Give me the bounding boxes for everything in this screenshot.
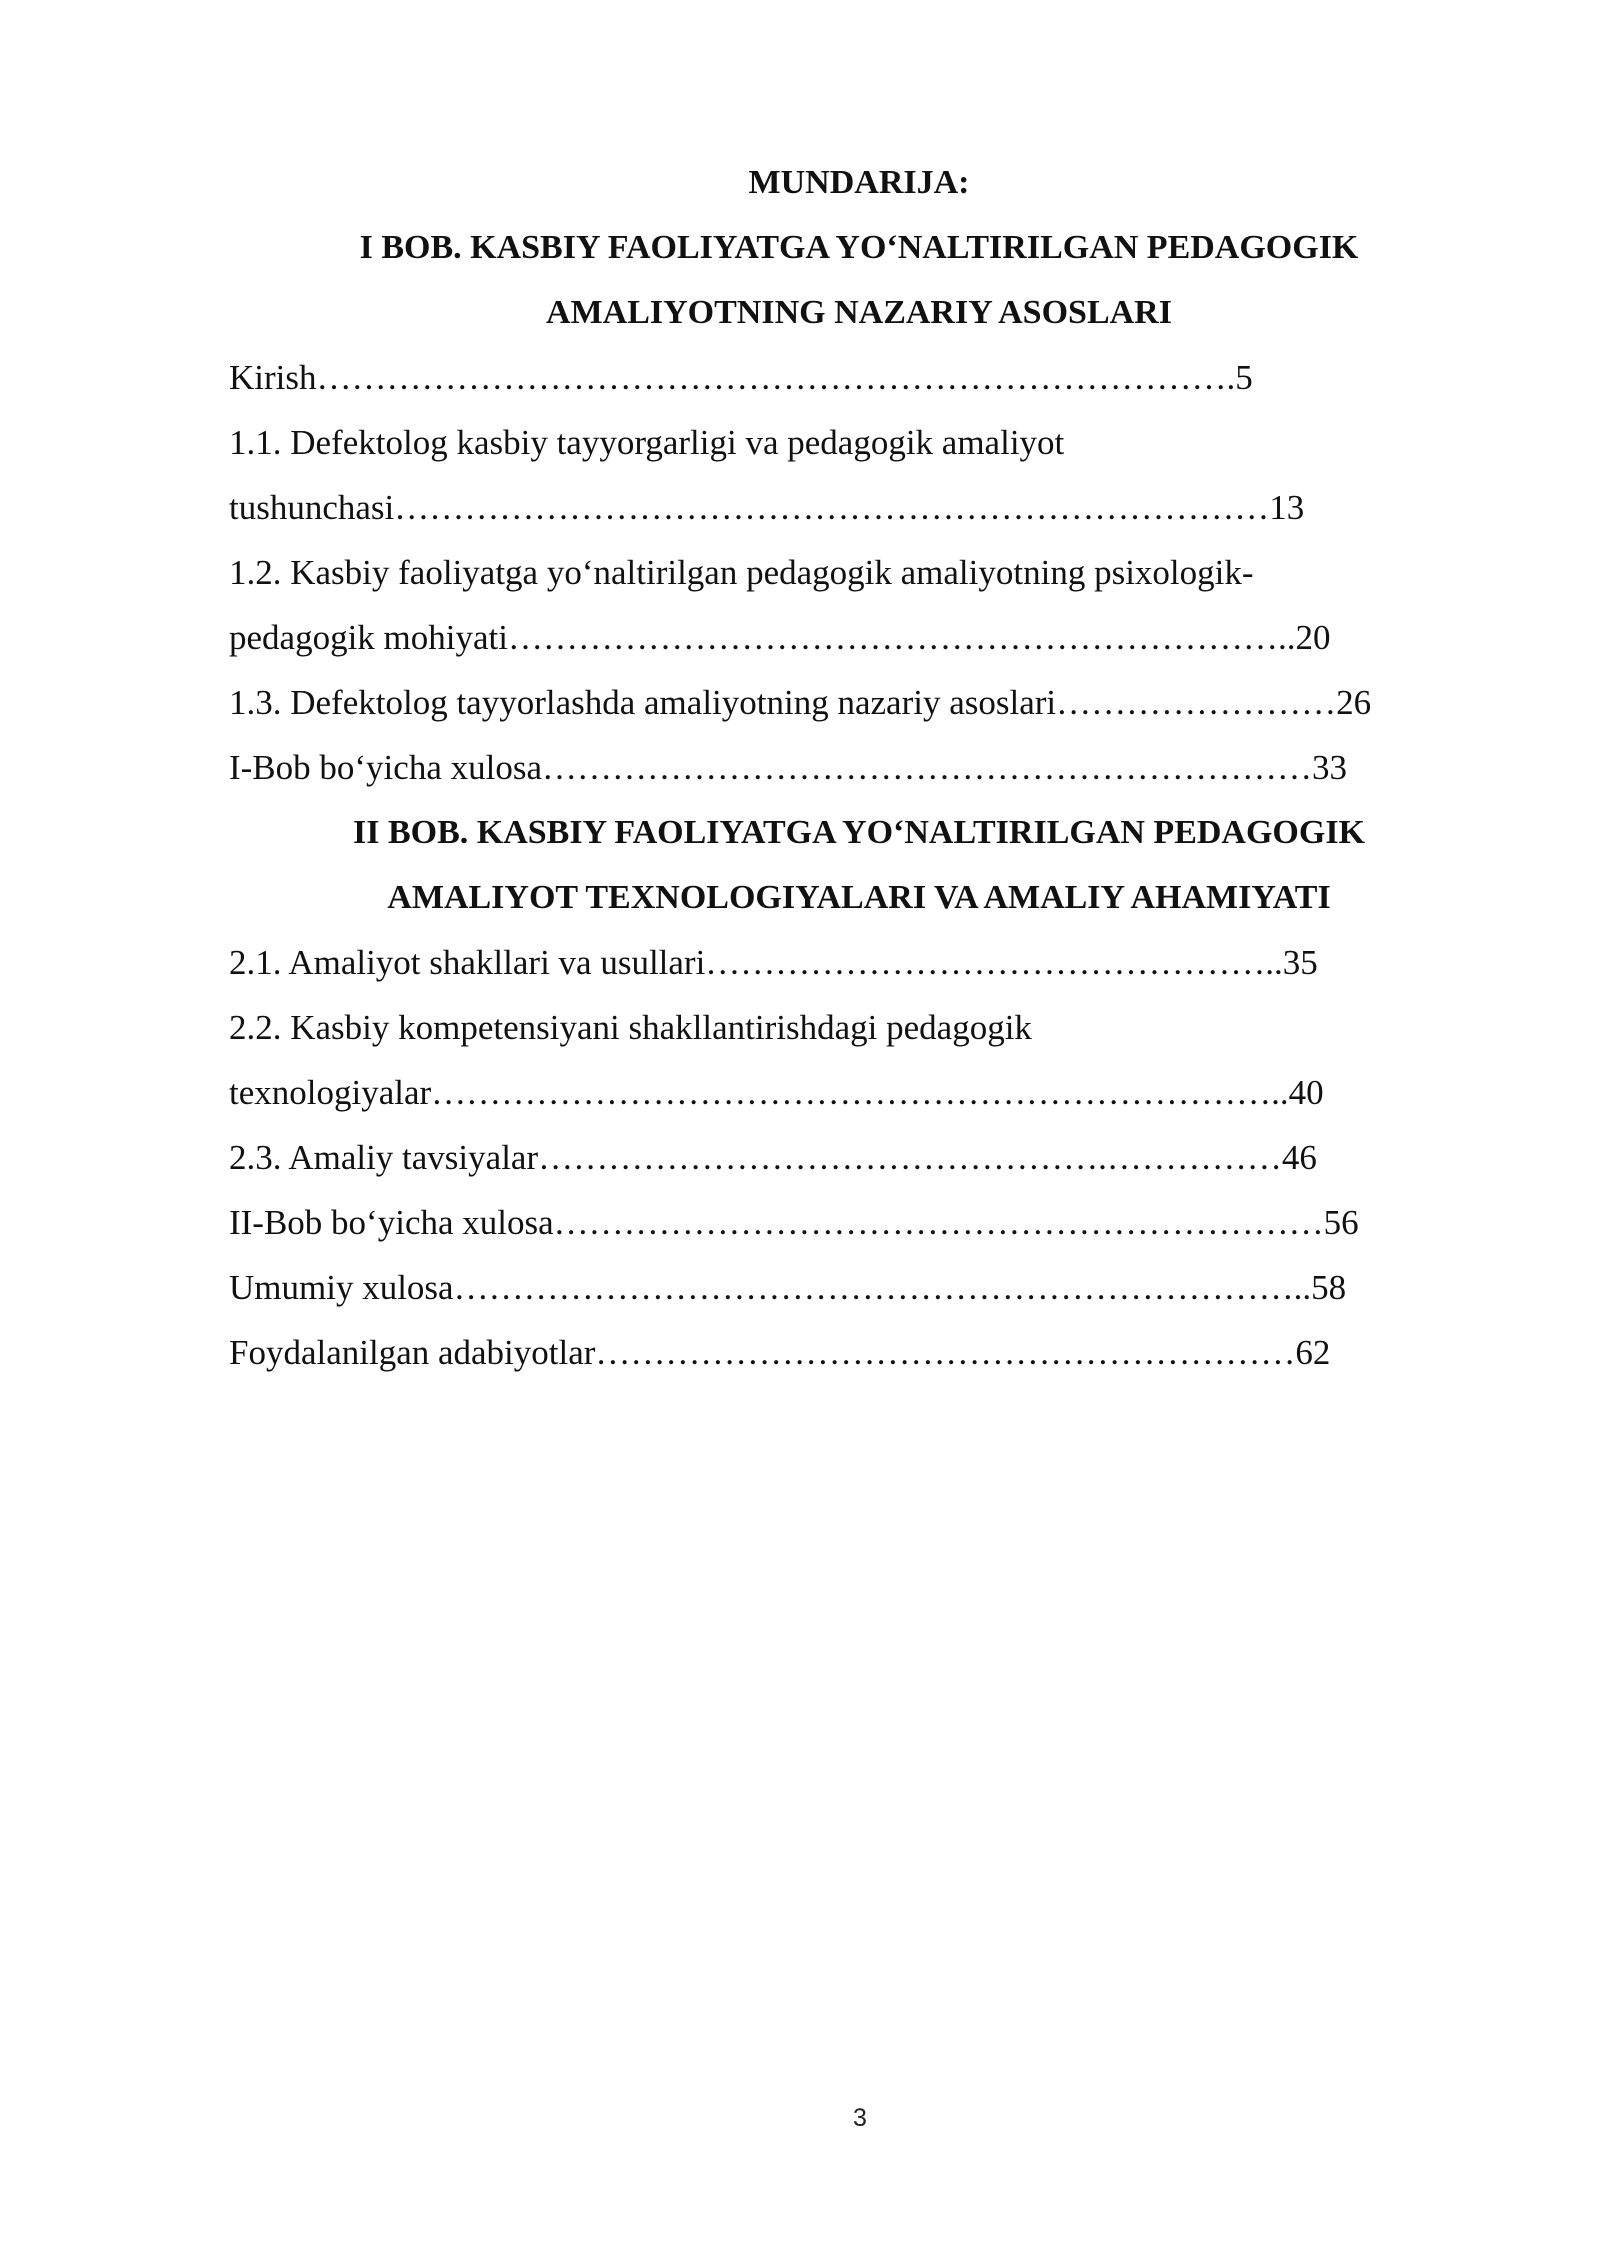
chapter-1-heading-line-2: AMALIYOTNING NAZARIY ASOSLARI	[546, 294, 1172, 331]
toc-entry-2-2-line-2: texnologiyalar………………………………………………………………..40	[229, 1073, 1324, 1112]
toc-entry-references: Foydalanilgan adabiyotlar……………………………………………………62	[229, 1333, 1331, 1372]
toc-entry-2-3: 2.3. Amaliy tavsiyalar………………………………………….……………46	[229, 1138, 1317, 1177]
toc-entry-chapter-2-conclusion: II-Bob bo‘yicha xulosa…………………………………………………………56	[229, 1203, 1359, 1242]
toc-entry-2-1: 2.1. Amaliyot shakllari va usullari…………………………………………..35	[229, 943, 1318, 982]
toc-entry-1-2-line-2: pedagogik mohiyati…………………………………………………………..20	[229, 618, 1331, 657]
toc-entry-1-2-line-1: 1.2. Kasbiy faoliyatga yo‘naltirilgan pedagogik amaliyotning psixologik-	[229, 553, 1254, 592]
toc-title: MUNDARIJA:	[748, 164, 970, 201]
toc-entry-general-conclusion: Umumiy xulosa………………………………………………………………..58	[229, 1268, 1347, 1307]
toc-entry-1-1-line-1: 1.1. Defektolog kasbiy tayyorgarligi va pedagogik amaliyot	[229, 423, 1065, 462]
chapter-2-heading-line-1: II BOB. KASBIY FAOLIYATGA YO‘NALTIRILGAN PEDAGOGIK	[352, 814, 1365, 851]
toc-entry-chapter-1-conclusion: I-Bob bo‘yicha xulosa…………………………………………………………33	[229, 748, 1347, 787]
table-of-contents	[229, 150, 1489, 1385]
chapter-2-heading-line-2: AMALIYOT TEXNOLOGIYALARI VA AMALIY AHAMIYATI	[387, 879, 1331, 916]
toc-entry-kirish: Kirish…………………………………………………………………….5	[229, 358, 1253, 397]
toc-entry-1-1-line-2: tushunchasi…………………………………………………………………13	[229, 488, 1305, 527]
toc-entry-1-3: 1.3. Defektolog tayyorlashda amaliyotning nazariy asoslari……………………26	[229, 683, 1372, 722]
chapter-1-heading-line-1: I BOB. KASBIY FAOLIYATGA YO‘NALTIRILGAN PEDAGOGIK	[359, 229, 1359, 266]
toc-entry-2-2-line-1: 2.2. Kasbiy kompetensiyani shakllantirishdagi pedagogik	[229, 1008, 1032, 1047]
page-number: 3	[853, 2104, 867, 2132]
